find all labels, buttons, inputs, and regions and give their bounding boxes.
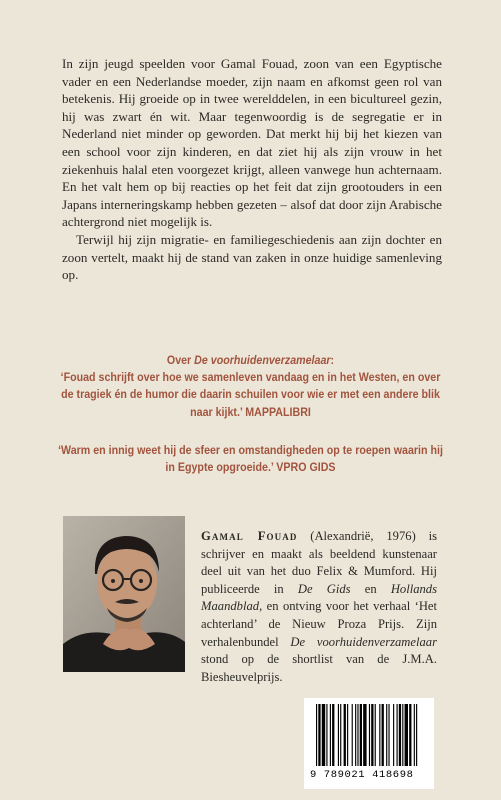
bio-magazine-1: De Gids bbox=[297, 581, 351, 596]
quote-1-source: MAPPALIBRI bbox=[245, 405, 311, 419]
blurb-paragraph-2: Terwijl hij zijn migratie- en familiegeschiedenis aan zijn dochter en zoon vertelt, maakt hij de stand van zaken in onze huidige samenleving op. bbox=[62, 231, 442, 283]
barcode-bar bbox=[375, 704, 376, 766]
barcode-bar bbox=[371, 704, 373, 766]
barcode-bar bbox=[357, 704, 358, 766]
blurb-text bbox=[62, 55, 442, 284]
barcode-bar bbox=[382, 704, 384, 766]
bio-part-2: en bbox=[350, 581, 391, 596]
barcode-bar bbox=[355, 704, 356, 766]
barcode-bar bbox=[414, 704, 415, 766]
author-portrait-illustration bbox=[63, 516, 185, 672]
author-bio bbox=[201, 528, 437, 686]
quote-1-book-title: De voorhuidenverzamelaar bbox=[194, 354, 331, 367]
author-name: Gamal Fouad bbox=[201, 529, 298, 543]
bio-part-3: , en ontving voor het verhaal ‘Het achterland’ de Nieuw Proza Prijs. Zijn verhalenbundel bbox=[201, 599, 437, 649]
bio-part-1: (Alexandrië, 1976) is schrijver en maakt als beeldend kunstenaar deel uit van het duo Felix & Mumford. Hij publiceerde in bbox=[201, 529, 437, 596]
barcode-bar bbox=[379, 704, 380, 766]
quote-2-text: ‘Warm en innig weet hij de sfeer en omstandigheden op te roepen waarin hij in Egypte opgroeide.’ bbox=[58, 443, 443, 475]
barcode-bar bbox=[352, 704, 353, 766]
barcode-bar bbox=[330, 704, 331, 766]
barcode-bar bbox=[369, 704, 370, 766]
barcode-bar bbox=[393, 704, 394, 766]
barcode-bar bbox=[332, 704, 334, 766]
barcode-bar bbox=[347, 704, 348, 766]
quote-1-text: ‘Fouad schrijft over hoe we samenleven vandaag en in het Westen, en over de tragiek én de humor die daarin schuilen voor wie er met een andere blik naar kijkt.’ bbox=[60, 371, 441, 419]
barcode-bar bbox=[416, 704, 417, 766]
author-bio-paragraph bbox=[201, 528, 437, 686]
barcode-bar bbox=[399, 704, 401, 766]
isbn-barcode bbox=[304, 698, 434, 789]
barcode-bar bbox=[397, 704, 398, 766]
barcode-bar bbox=[405, 704, 408, 766]
barcode-bar bbox=[338, 704, 339, 766]
bio-magazine-2: Hollands Maandblad bbox=[201, 581, 437, 614]
blurb-paragraph-1: In zijn jeugd speelden voor Gamal Fouad, zoon van een Egyptische vader en een Nederlandse moeder, zijn naam en afkomst geen rol van betekenis. Hij groeide op in twee werelddelen, in een bicultureel gezin, hij was zwart én wit. Maar tegenwoordig is de segregatie er in Nederland niet minder op geworden. Dat merkt hij bij het kiezen van een school voor zijn kinderen, en dat ziet hij als zijn vrouw in het ziekenhuis halal eten voorgezet krijgt, alleen vanwege hun achternaam. En het valt hem op bij reacties op het feit dat zijn grootouders in een Japans interneringskamp hebben gezeten – alsof dat door zijn Arabische achtergrond niet mogelijk is. bbox=[62, 56, 442, 230]
barcode-bar bbox=[402, 704, 403, 766]
quote-1-prefix: Over bbox=[166, 354, 195, 367]
barcode-bar bbox=[340, 704, 341, 766]
review-quotes bbox=[57, 352, 444, 476]
barcode-bar bbox=[316, 704, 317, 766]
barcode-bar bbox=[318, 704, 320, 766]
isbn-number: 9 789021 418698 bbox=[310, 769, 414, 781]
bio-book-title: De voorhuidenverzamelaar bbox=[290, 634, 437, 649]
bio-part-4: stond op de shortlist van de J.M.A. Biesheuvelprijs. bbox=[201, 652, 437, 684]
quote-1-suffix: : bbox=[330, 354, 335, 367]
author-photo bbox=[63, 516, 185, 672]
barcode-bar bbox=[344, 704, 346, 766]
quote-2-source: VPRO GIDS bbox=[276, 461, 336, 475]
barcode-bar bbox=[388, 704, 389, 766]
barcode-bar bbox=[322, 704, 325, 766]
review-quote-2 bbox=[57, 442, 444, 476]
review-quote-1 bbox=[57, 352, 444, 421]
barcode-bar bbox=[409, 704, 411, 766]
barcode-bars bbox=[304, 698, 434, 770]
barcode-bar bbox=[363, 704, 366, 766]
barcode-bar bbox=[386, 704, 387, 766]
barcode-bar bbox=[326, 704, 327, 766]
barcode-bar bbox=[360, 704, 362, 766]
